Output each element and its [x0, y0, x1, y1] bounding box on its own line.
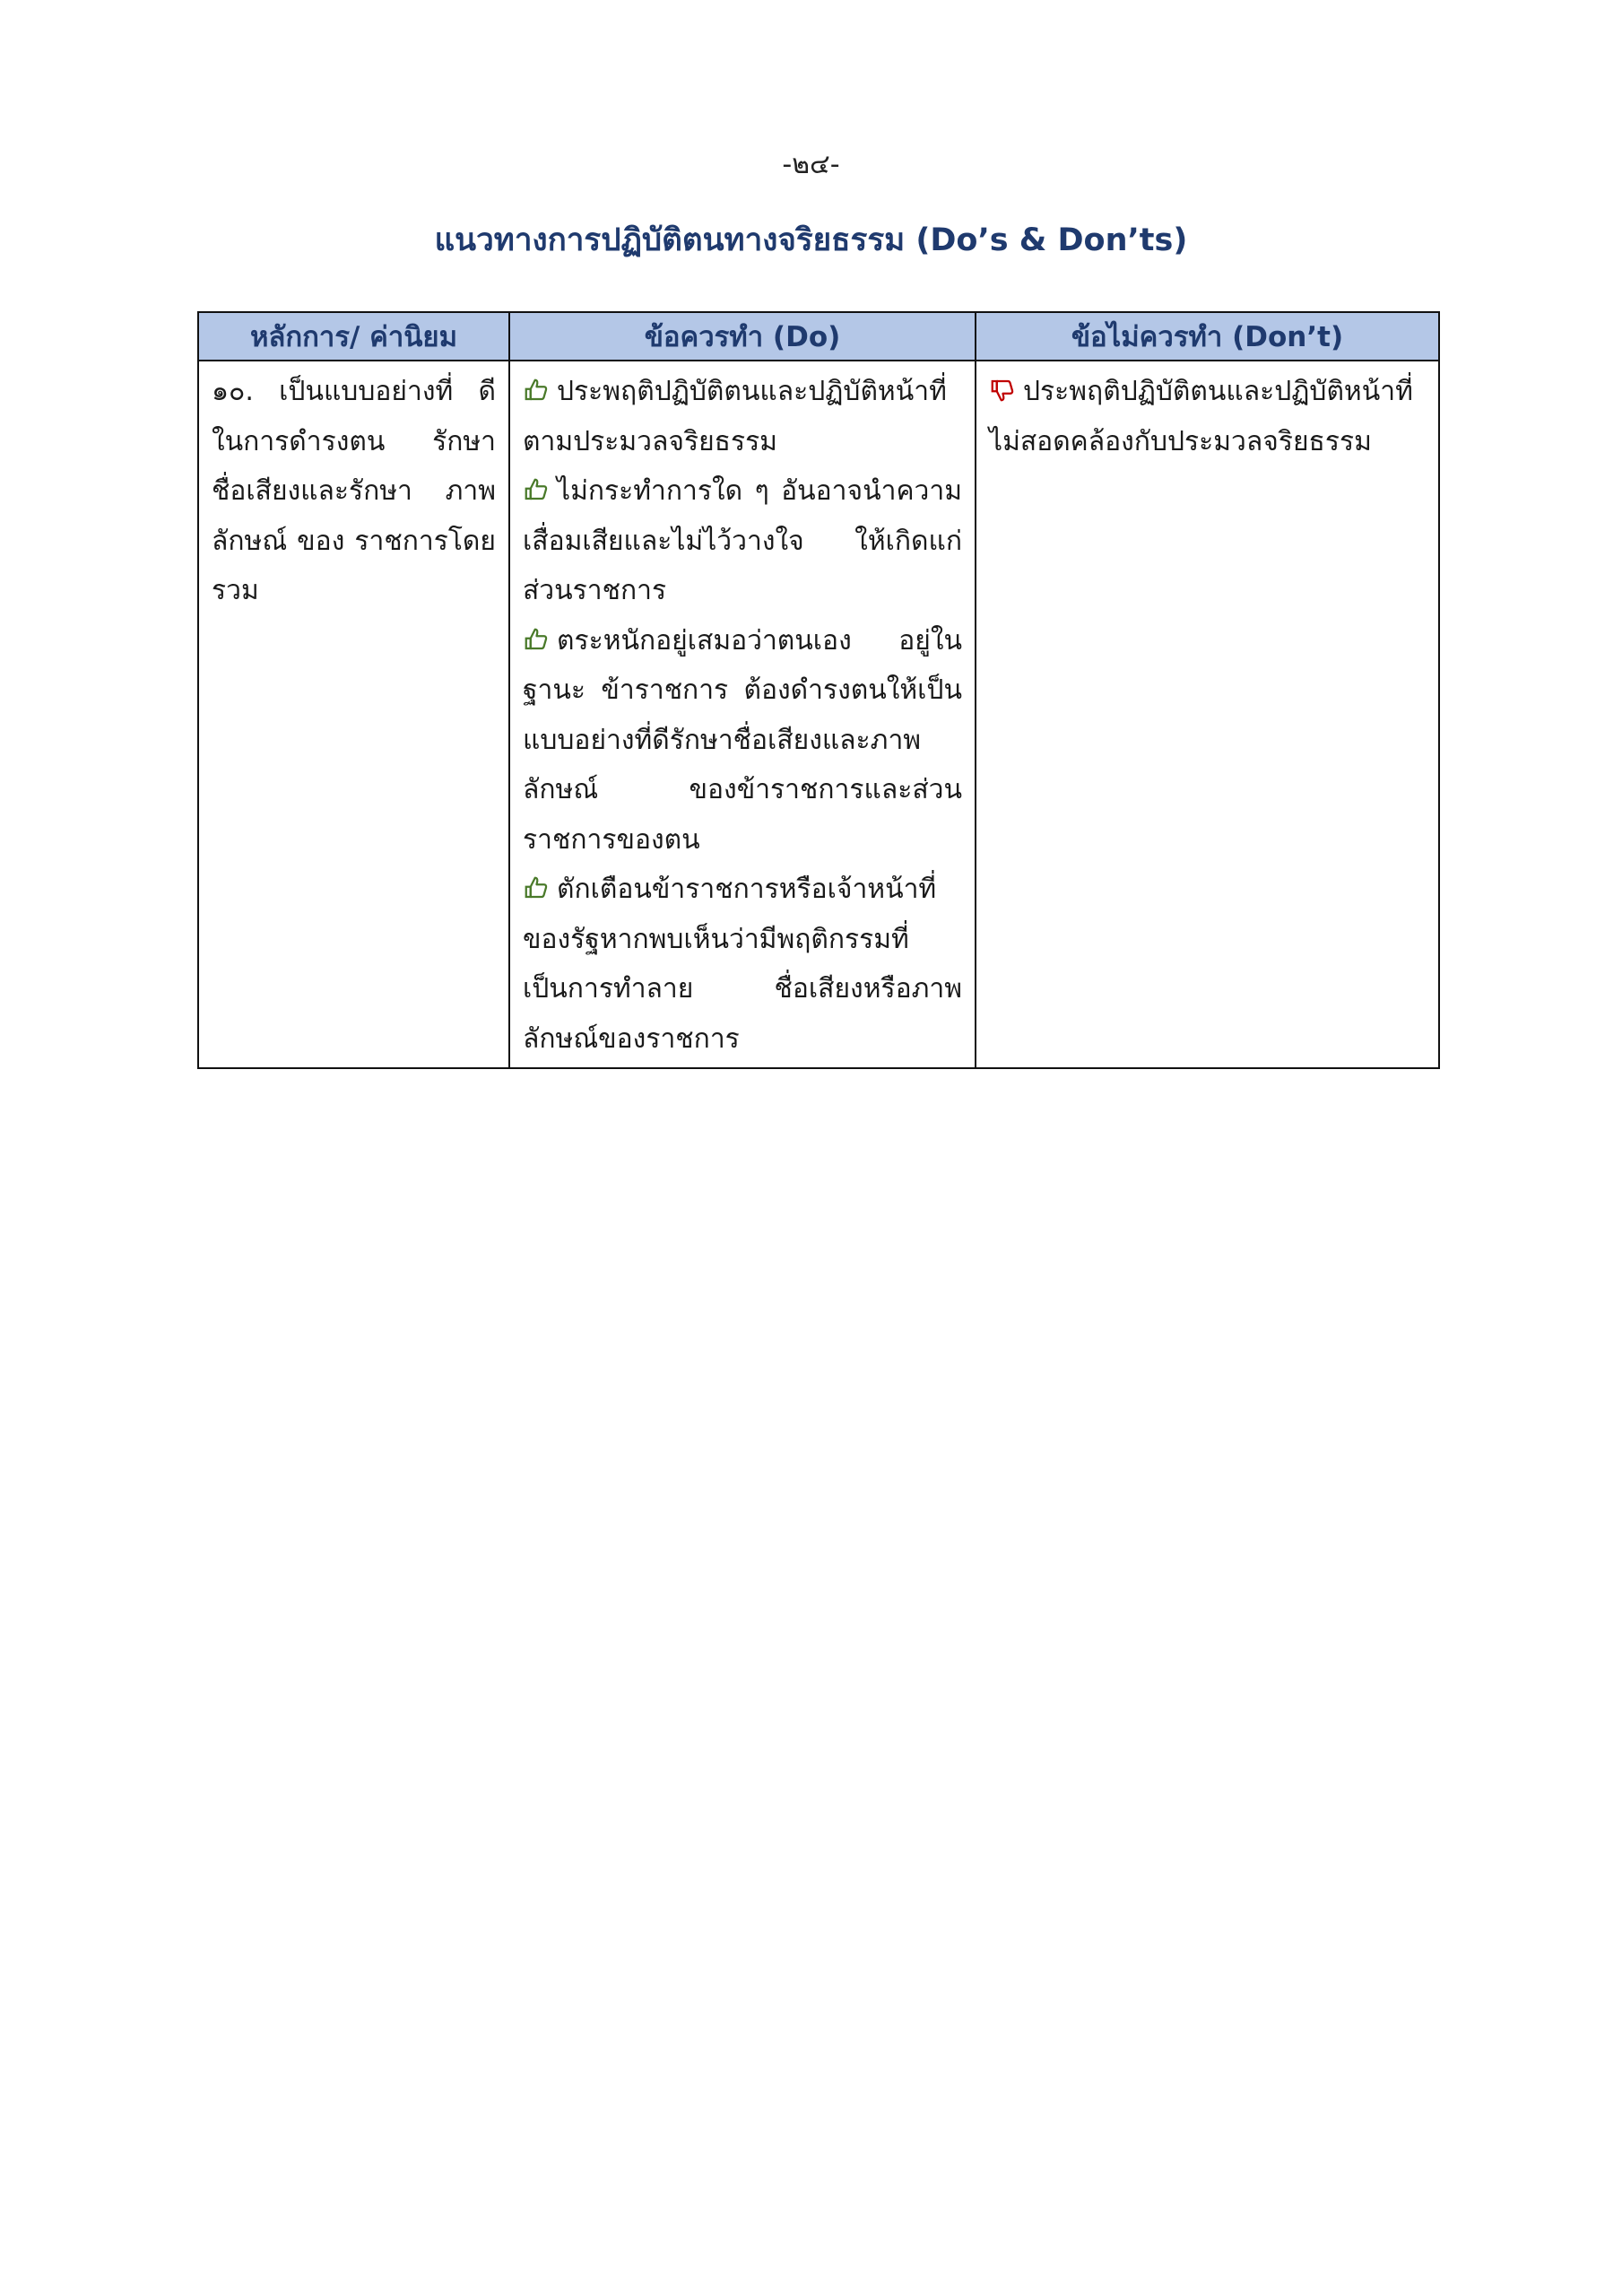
thumbs-down-icon	[989, 377, 1016, 404]
table-row	[198, 361, 1439, 1068]
dont-item-text: ประพฤติปฏิบัติตนและปฏิบัติหน้าที่ไม่สอดคล้องกับประมวลจริยธรรม	[989, 376, 1413, 457]
dont-cell	[976, 361, 1439, 1068]
dont-item	[989, 367, 1426, 466]
page-number: -๒๔-	[782, 149, 840, 180]
principle-text: ๑๐. เป็นแบบอย่างที่ ดี ในการดำรงตน รักษา ชื่อเสียงและรักษา ภาพลักษณ์ ของ ราชการโดยรวม	[212, 376, 496, 606]
do-item	[523, 865, 962, 1064]
do-item-text: ไม่กระทำการใด ๆ อันอาจนำความเสื่อมเสียและไม่ไว้วางใจ ให้เกิดแก่ส่วนราชการ	[523, 475, 962, 606]
do-item-text: ตักเตือนข้าราชการหรือเจ้าหน้าที่ของรัฐหากพบเห็นว่ามีพฤติกรรมที่เป็นการทำลาย ชื่อเสียงหรือภาพลักษณ์ของราชการ	[523, 874, 962, 1055]
thumbs-up-icon	[523, 626, 550, 653]
do-item	[523, 367, 962, 466]
table-header-row	[198, 312, 1439, 361]
do-cell	[509, 361, 976, 1068]
header-do: ข้อควรทำ (Do)	[509, 312, 976, 361]
do-item	[523, 466, 962, 616]
header-principle: หลักการ/ ค่านิยม	[198, 312, 509, 361]
thumbs-up-icon	[523, 476, 550, 503]
page-title: แนวทางการปฏิบัติตนทางจริยธรรม (Do’s & Don’ts)	[434, 222, 1188, 258]
header-dont: ข้อไม่ควรทำ (Don’t)	[976, 312, 1439, 361]
thumbs-up-icon	[523, 377, 550, 404]
dos-donts-table	[197, 311, 1440, 1069]
do-item-text: ตระหนักอยู่เสมอว่าตนเอง อยู่ในฐานะ ข้าราชการ ต้องดำรงตนให้เป็นแบบอย่างที่ดีรักษาชื่อเสียงและภาพลักษณ์ ของข้าราชการและส่วนราชการของตน	[523, 624, 962, 856]
do-item-text: ประพฤติปฏิบัติตนและปฏิบัติหน้าที่ ตามประมวลจริยธรรม	[523, 376, 947, 457]
do-item	[523, 616, 962, 865]
principle-cell	[198, 361, 509, 1068]
thumbs-up-icon	[523, 874, 550, 901]
